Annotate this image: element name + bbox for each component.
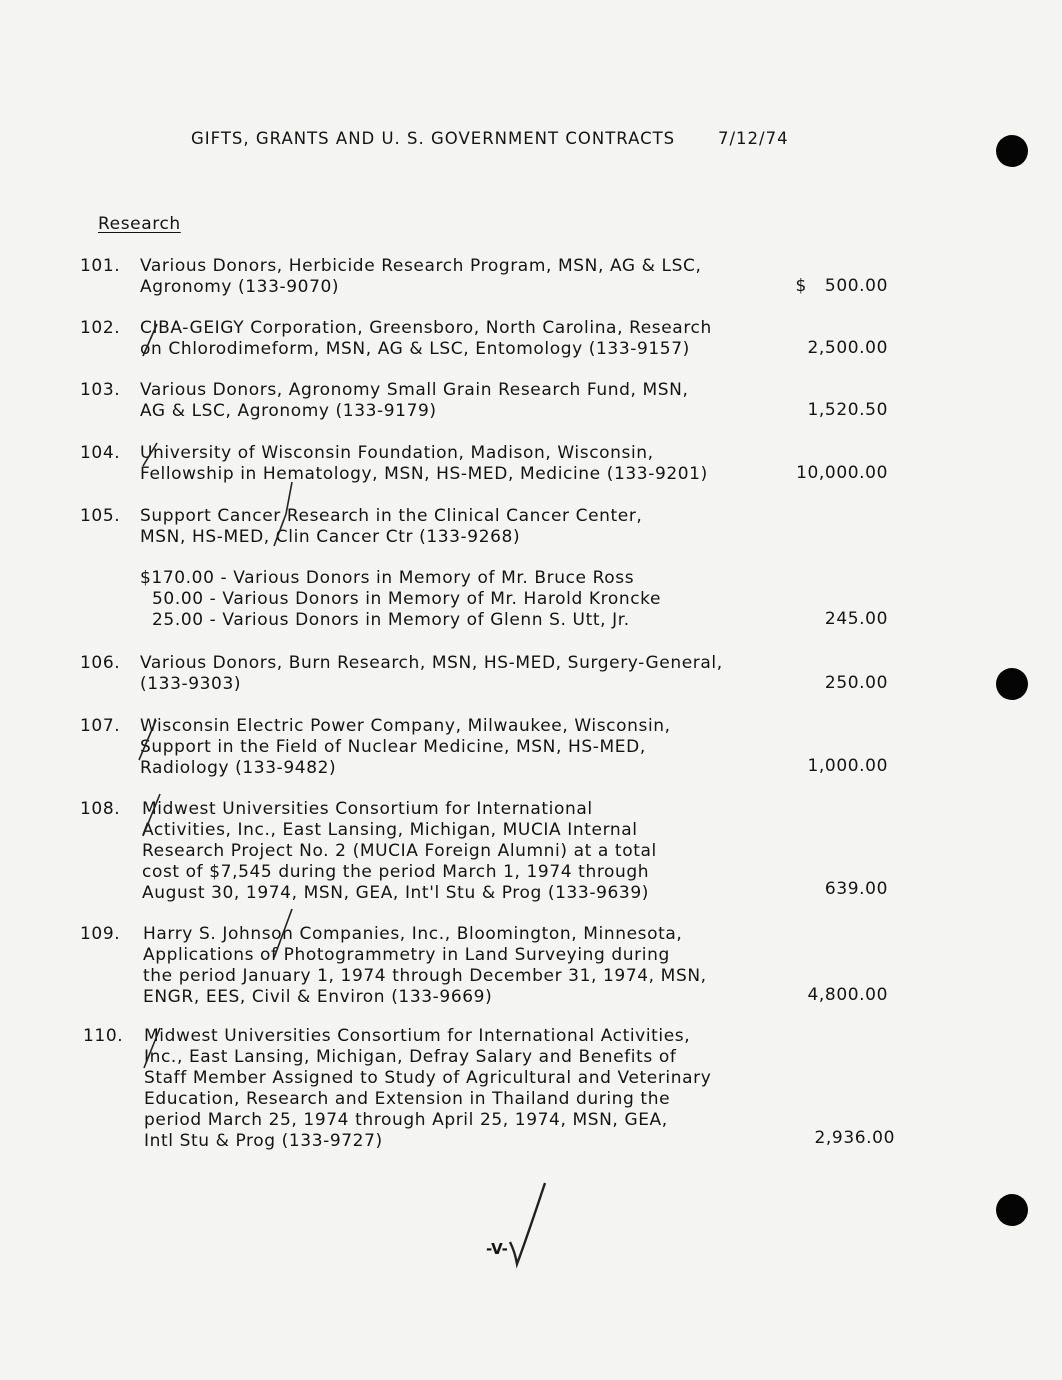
entry-number: 101. [80,256,121,276]
entry-number: 110. [83,1026,124,1046]
memorial-gift-list: $170.00 - Various Donors in Memory of Mr. Bruce Ross 50.00 - Various Donors in Memory of Mr. Harold Kroncke 25.00 - Various Donors in Memory of Glenn S. Utt, Jr. [140,568,662,630]
entry-number: 103. [80,380,121,400]
entry-amount: 10,000.00 [796,463,888,483]
entry-amount: 2,500.00 [807,338,888,358]
entry-description: CIBA-GEIGY Corporation, Greensboro, North Carolina, Research on Chlorodimeform, MSN, AG & LSC, Entomology (133-9157) [140,318,712,359]
check-mark-icon [140,1024,164,1072]
entry-amount: $ 500.00 [795,276,888,296]
check-mark-icon [136,716,160,764]
entry-number: 109. [80,924,121,944]
entry-description: Various Donors, Agronomy Small Grain Research Fund, MSN, AG & LSC, Agronomy (133-9179) [140,380,689,421]
entry-amount: 4,800.00 [807,985,888,1005]
entry-amount: 245.00 [824,609,888,629]
entry-amount: 1,520.50 [807,400,888,420]
entry-amount: 639.00 [824,879,888,899]
entry-number: 104. [80,443,121,463]
punch-hole [996,135,1028,167]
entry-number: 107. [80,716,121,736]
check-mark-icon [140,440,160,470]
entry-description: Midwest Universities Consortium for International Activities, Inc., East Lansing, Michigan, MUCIA Internal Research Project No. 2 (MUCIA Foreign Alumni) at a total cost of $7,545 during the period March 1, 1974 through August 30, 1974, MSN, GEA, Int'l Stu & Prog (133-9639) [142,799,657,903]
document-title: GIFTS, GRANTS AND U. S. GOVERNMENT CONTRACTS [191,129,676,148]
document-date: 7/12/74 [718,129,789,148]
page-number: -V- [486,1240,508,1258]
entry-number: 105. [80,506,121,526]
entry-description: Harry S. Johnson Companies, Inc., Bloomington, Minnesota, Applications of Photogrammetry in Land Surveying during the period January 1, 1974 through December 31, 1974, MSN, ENGR, EES, Civil & Environ (133-9669) [143,924,707,1007]
entry-number: 106. [80,653,121,673]
entry-description: University of Wisconsin Foundation, Madison, Wisconsin, Fellowship in Hematology, MSN, HS-MED, Medicine (133-9201) [140,443,708,484]
check-mark-icon [140,320,160,360]
entry-description: Support Cancer Research in the Clinical Cancer Center, MSN, HS-MED, Clin Cancer Ctr (133-9268) [140,506,643,547]
check-mark-icon [268,906,298,962]
entry-number: 108. [80,799,121,819]
entry-amount: 250.00 [824,673,888,693]
entry-amount: 2,936.00 [814,1128,895,1148]
entry-amount: 1,000.00 [807,756,888,776]
check-mark-icon [268,480,298,550]
section-heading: Research [98,214,181,234]
punch-hole [996,1194,1028,1226]
entry-description: Midwest Universities Consortium for International Activities, Inc., East Lansing, Michigan, Defray Salary and Benefits of Staff Member Assigned to Study of Agricultural and Veterinary Education, Research and Extension in Thailand during the period March 25, 1974 through April 25, 1974, MSN, GEA, Intl Stu & Prog (133-9727) [144,1026,712,1151]
entry-description: Various Donors, Herbicide Research Program, MSN, AG & LSC, Agronomy (133-9070) [140,256,702,297]
check-mark-icon [140,790,164,840]
entry-number: 102. [80,318,121,338]
punch-hole [996,668,1028,700]
entry-description: Various Donors, Burn Research, MSN, HS-MED, Surgery-General, (133-9303) [140,653,723,694]
entry-description: Wisconsin Electric Power Company, Milwaukee, Wisconsin, Support in the Field of Nuclear Medicine, MSN, HS-MED, Radiology (133-9482) [140,716,671,778]
